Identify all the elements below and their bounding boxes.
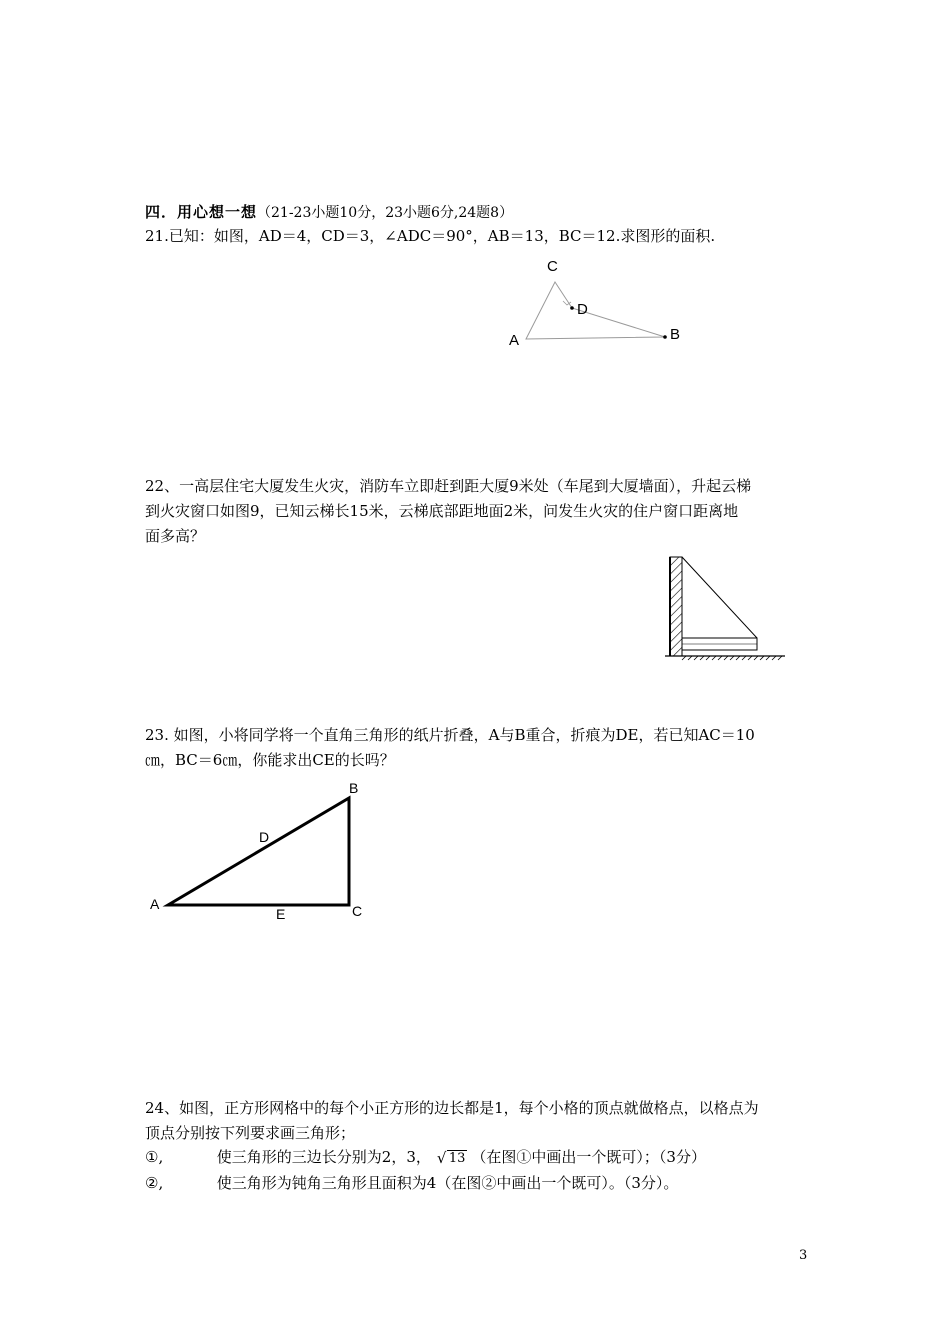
q21-label-a: A <box>509 332 520 349</box>
q21-point-b <box>663 335 667 339</box>
q22-line-3: 面多高？ <box>145 527 206 545</box>
q23-line-1: 23. 如图，小将同学将一个直角三角形的纸片折叠，A与B重合，折痕为DE，若已知AC＝10 <box>145 726 755 744</box>
section-title: 四．用心想一想 <box>145 203 258 221</box>
q23-line-2: ㎝，BC＝6㎝，你能求出CE的长吗？ <box>145 751 395 769</box>
q24-item-1-suffix: （在图①中画出一个既可）；（3分） <box>471 1148 706 1166</box>
q24-item-1-marker: ①, <box>145 1148 164 1166</box>
q24-line-2: 顶点分别按下列要求画三角形； <box>145 1124 356 1142</box>
q23-label-b: B <box>349 780 359 796</box>
q23-triangle <box>168 798 349 905</box>
q23-label-c: C <box>352 903 363 919</box>
q22-line-1: 22、一高层住宅大厦发生火灾，消防车立即赶到距大厦9米处（车尾到大厦墙面），升起云梯 <box>145 477 752 495</box>
q24-item-2 <box>145 1172 678 1194</box>
q21-outline <box>526 282 665 339</box>
q24-item-2-marker: ②, <box>145 1174 164 1192</box>
q24-item-2-text: 使三角形为钝角三角形且面积为4（在图②中画出一个既可）。（3分）。 <box>216 1174 679 1192</box>
q23-triangle-figure <box>150 785 370 925</box>
q21-label-d: D <box>577 301 588 318</box>
q22-ladder-figure <box>660 550 790 665</box>
page-number: 3 <box>799 1248 808 1263</box>
q21-label-c: C <box>547 258 558 275</box>
q21-point-d <box>570 306 574 310</box>
q23-label-a: A <box>150 896 160 912</box>
q22-ladder <box>682 557 757 638</box>
section-note: （21-23小题10分，23小题6分,24题8） <box>257 205 514 221</box>
sqrt-symbol: √ 13 <box>436 1149 466 1167</box>
q24-item-1-sqrt-value: 13 <box>448 1151 466 1166</box>
section-header <box>145 201 513 224</box>
q21-label-b: B <box>670 326 681 343</box>
q23-label-e: E <box>276 906 286 922</box>
q21-text: 21.已知：如图，AD＝4，CD＝3，∠ADC＝90°，AB＝13，BC＝12.求图形的面积. <box>145 227 716 245</box>
q23-label-d: D <box>259 829 270 845</box>
q24-line-1: 24、如图，正方形网格中的每个小正方形的边长都是1，每个小格的顶点就做格点，以格点为 <box>145 1099 759 1117</box>
q22-line-2: 到火灾窗口如图9，已知云梯长15米，云梯底部距地面2米，问发生火灾的住户窗口距离地 <box>145 502 739 520</box>
q24-item-1 <box>145 1146 706 1170</box>
q22-building-wall <box>670 557 682 656</box>
q24-item-1-text: 使三角形的三边长分别为2，3， <box>216 1148 431 1166</box>
